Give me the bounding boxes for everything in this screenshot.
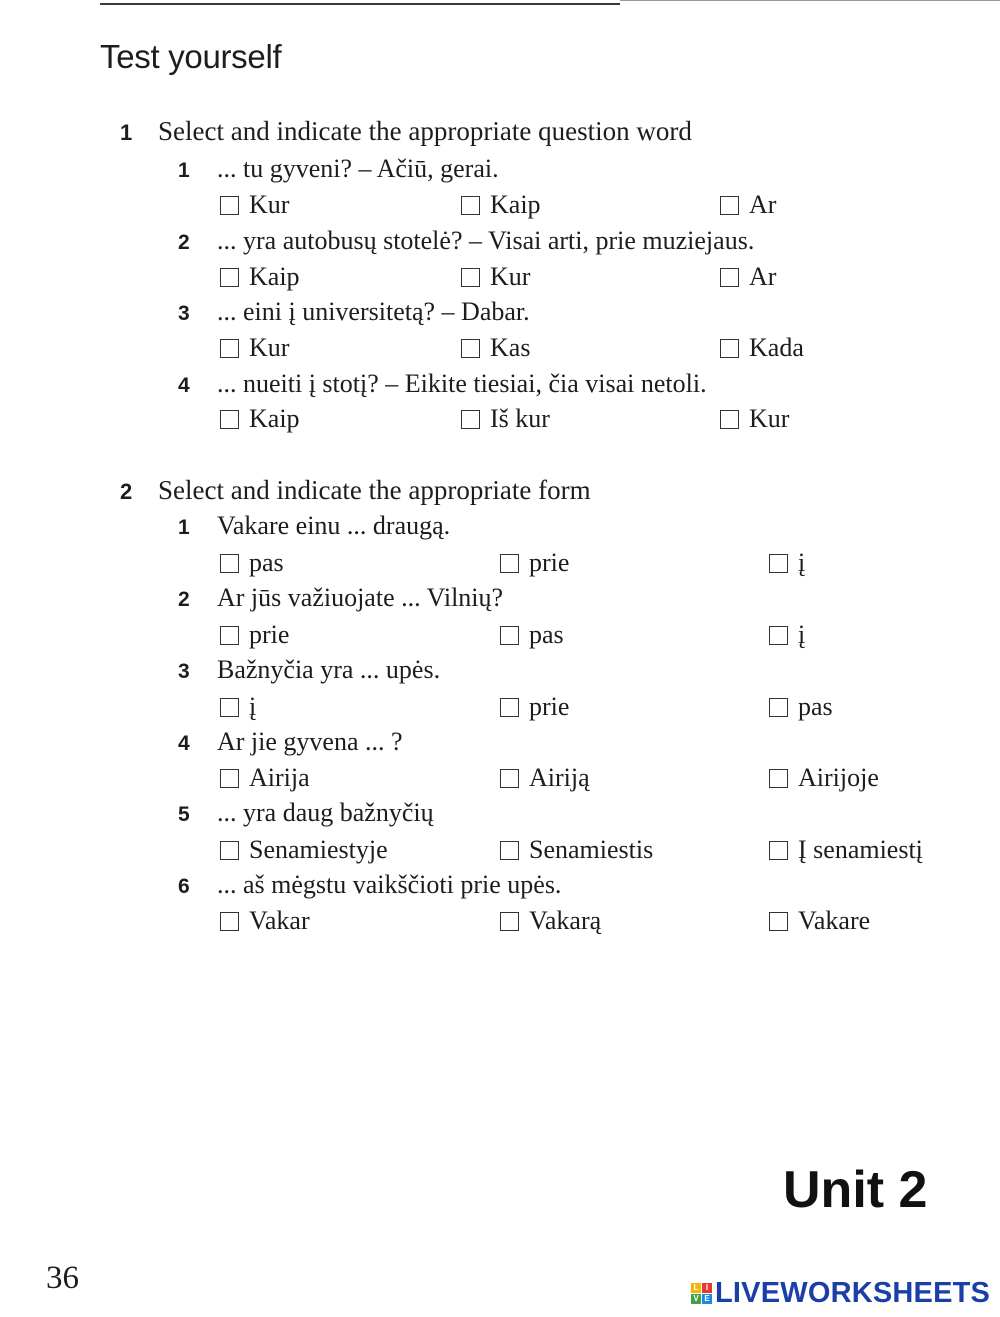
checkbox-icon[interactable] <box>220 769 239 788</box>
answer-label: į <box>798 620 806 649</box>
page-heading: Test yourself <box>100 38 282 75</box>
question <box>178 798 434 828</box>
answer-label: Kaip <box>249 262 300 291</box>
question <box>178 583 503 613</box>
top-rule <box>100 3 620 5</box>
answer-checkbox[interactable] <box>220 548 284 578</box>
checkbox-icon[interactable] <box>769 698 788 717</box>
answer-label: Kur <box>749 404 790 433</box>
answer-checkbox[interactable] <box>720 333 804 363</box>
checkbox-icon[interactable] <box>220 626 239 645</box>
checkbox-icon[interactable] <box>500 626 519 645</box>
answer-checkbox[interactable] <box>720 404 789 434</box>
answer-checkbox[interactable] <box>769 548 805 578</box>
question-number: 3 <box>178 302 190 325</box>
answer-label: Kada <box>749 333 804 362</box>
answer-checkbox[interactable] <box>220 404 300 434</box>
question <box>178 154 499 184</box>
page-number: 36 <box>46 1260 79 1296</box>
question-text: ... yra autobusų stotelė? – Visai arti, prie muziejaus. <box>217 226 755 255</box>
question <box>178 511 450 541</box>
question-number: 4 <box>178 374 190 397</box>
answer-checkbox[interactable] <box>220 620 289 650</box>
answer-checkbox[interactable] <box>220 763 310 793</box>
top-rule-thin <box>620 0 1000 1</box>
question-number: 1 <box>178 516 190 539</box>
question <box>178 727 403 757</box>
answer-checkbox[interactable] <box>220 692 256 722</box>
answer-label: Kaip <box>490 190 541 219</box>
checkbox-icon[interactable] <box>769 626 788 645</box>
answer-label: Vakarą <box>529 906 602 935</box>
answer-label: Senamiestis <box>529 835 654 864</box>
answer-label: Airiją <box>529 763 590 792</box>
checkbox-icon[interactable] <box>720 339 739 358</box>
answer-label: Airijoje <box>798 763 879 792</box>
answer-label: Ar <box>749 190 777 219</box>
answer-checkbox[interactable] <box>500 548 569 578</box>
answer-label: Iš kur <box>490 404 550 433</box>
answer-checkbox[interactable] <box>461 333 530 363</box>
question-text: Vakare einu ... draugą. <box>217 511 451 540</box>
answer-checkbox[interactable] <box>720 262 776 292</box>
answer-checkbox[interactable] <box>769 835 923 865</box>
checkbox-icon[interactable] <box>220 410 239 429</box>
question-number: 3 <box>178 660 190 683</box>
answer-checkbox[interactable] <box>220 906 310 936</box>
checkbox-icon[interactable] <box>461 268 480 287</box>
checkbox-icon[interactable] <box>220 841 239 860</box>
unit-label: Unit 2 <box>783 1161 928 1219</box>
question-number: 2 <box>178 231 190 254</box>
checkbox-icon[interactable] <box>220 912 239 931</box>
question <box>178 369 707 399</box>
logo-icon <box>691 1283 712 1304</box>
checkbox-icon[interactable] <box>500 912 519 931</box>
answer-label: Vakar <box>249 906 310 935</box>
question-number: 2 <box>178 588 190 611</box>
question-text: ... tu gyveni? – Ačiū, gerai. <box>217 154 499 183</box>
checkbox-icon[interactable] <box>720 410 739 429</box>
answer-checkbox[interactable] <box>769 763 879 793</box>
question-number: 4 <box>178 732 190 755</box>
answer-label: Kur <box>249 333 290 362</box>
checkbox-icon[interactable] <box>769 912 788 931</box>
logo-letter: L <box>691 1283 701 1293</box>
answer-label: Kaip <box>249 404 300 433</box>
exercise-number: 1 <box>120 120 133 145</box>
question-text: Ar jūs važiuojate ... Vilnių? <box>217 583 504 612</box>
answer-checkbox[interactable] <box>461 262 530 292</box>
question <box>178 870 561 900</box>
checkbox-icon[interactable] <box>220 268 239 287</box>
checkbox-icon[interactable] <box>220 554 239 573</box>
answer-label: prie <box>249 620 290 649</box>
answer-label: Airija <box>249 763 310 792</box>
liveworksheets-logo <box>691 1277 990 1310</box>
checkbox-icon[interactable] <box>720 196 739 215</box>
answer-label: pas <box>529 620 564 649</box>
question-text: ... eini į universitetą? – Dabar. <box>217 297 530 326</box>
checkbox-icon[interactable] <box>461 410 480 429</box>
question <box>178 226 754 256</box>
checkbox-icon[interactable] <box>461 339 480 358</box>
answer-label: Vakare <box>798 906 871 935</box>
answer-checkbox[interactable] <box>500 763 590 793</box>
checkbox-icon[interactable] <box>220 339 239 358</box>
checkbox-icon[interactable] <box>500 698 519 717</box>
question-text: ... nueiti į stotį? – Eikite tiesiai, čia visai netoli. <box>217 369 707 398</box>
question-text: Ar jie gyvena ... ? <box>217 727 403 756</box>
question-text: ... aš mėgstu vaikščioti prie upės. <box>217 870 562 899</box>
answer-label: Kur <box>249 190 290 219</box>
checkbox-icon[interactable] <box>500 841 519 860</box>
exercise-1-title <box>120 116 692 147</box>
answer-checkbox[interactable] <box>769 620 805 650</box>
checkbox-icon[interactable] <box>769 841 788 860</box>
answer-checkbox[interactable] <box>500 906 601 936</box>
answer-checkbox[interactable] <box>769 906 870 936</box>
exercise-instruction: Select and indicate the appropriate question word <box>158 116 692 146</box>
exercise-number: 2 <box>120 479 133 504</box>
exercise-instruction: Select and indicate the appropriate form <box>158 475 591 505</box>
answer-label: Kur <box>490 262 531 291</box>
brand-name: LIVEWORKSHEETS <box>715 1277 991 1309</box>
question-number: 6 <box>178 875 190 898</box>
answer-label: pas <box>798 692 833 721</box>
answer-label: į <box>249 692 257 721</box>
answer-checkbox[interactable] <box>220 333 289 363</box>
question <box>178 297 530 327</box>
answer-checkbox[interactable] <box>500 692 569 722</box>
answer-label: Ar <box>749 262 777 291</box>
checkbox-icon[interactable] <box>500 769 519 788</box>
logo-letter: E <box>702 1294 712 1304</box>
checkbox-icon[interactable] <box>720 268 739 287</box>
answer-checkbox[interactable] <box>461 190 541 220</box>
answer-label: prie <box>529 692 570 721</box>
answer-label: pas <box>249 548 284 577</box>
answer-checkbox[interactable] <box>500 835 653 865</box>
checkbox-icon[interactable] <box>461 196 480 215</box>
question-text: Bažnyčia yra ... upės. <box>217 655 441 684</box>
question <box>178 655 440 685</box>
answer-checkbox[interactable] <box>220 190 289 220</box>
logo-letter: V <box>691 1294 701 1304</box>
answer-label: į <box>798 548 806 577</box>
checkbox-icon[interactable] <box>220 196 239 215</box>
answer-label: Kas <box>490 333 531 362</box>
answer-label: prie <box>529 548 570 577</box>
answer-checkbox[interactable] <box>500 620 564 650</box>
checkbox-icon[interactable] <box>769 769 788 788</box>
logo-letter: I <box>702 1283 712 1293</box>
question-number: 1 <box>178 159 190 182</box>
question-text: ... yra daug bažnyčių <box>217 798 434 827</box>
answer-checkbox[interactable] <box>769 692 833 722</box>
answer-checkbox[interactable] <box>220 262 300 292</box>
checkbox-icon[interactable] <box>500 554 519 573</box>
checkbox-icon[interactable] <box>220 698 239 717</box>
answer-label: Į senamiestį <box>798 835 923 864</box>
question-number: 5 <box>178 803 190 826</box>
answer-label: Senamiestyje <box>249 835 388 864</box>
answer-checkbox[interactable] <box>220 835 388 865</box>
answer-checkbox[interactable] <box>720 190 776 220</box>
checkbox-icon[interactable] <box>769 554 788 573</box>
exercise-2-title <box>120 475 591 506</box>
answer-checkbox[interactable] <box>461 404 550 434</box>
